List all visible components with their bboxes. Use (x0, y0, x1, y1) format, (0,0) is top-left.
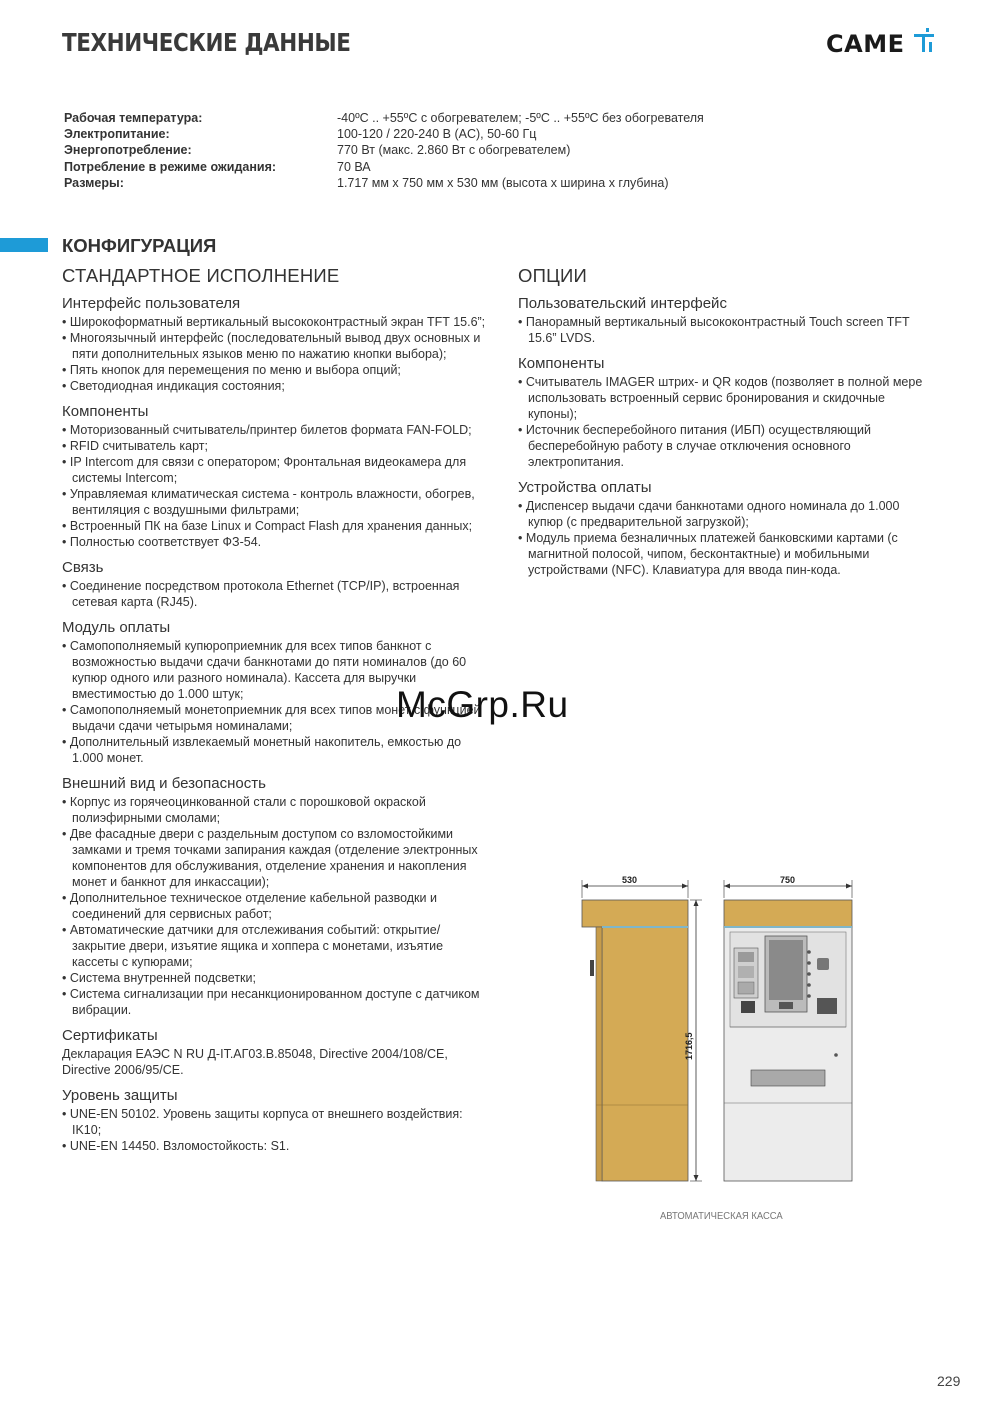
list-item: • Встроенный ПК на базе Linux и Compact Flash для хранения данных; (62, 518, 492, 534)
section-title: КОНФИГУРАЦИЯ (62, 235, 217, 256)
list-item: • Система внутренней подсветки; (62, 970, 492, 986)
kiosk-side-view (582, 900, 688, 1181)
group-protection-level (62, 1088, 492, 1154)
list-item: • Многоязычный интерфейс (последовательный вывод двух основных и пяти дополнительных языков меню по нажатию кнопки выбора); (62, 330, 492, 362)
options-heading: ОПЦИИ (518, 265, 587, 286)
group-connection (62, 560, 492, 610)
list-item: • Автоматические датчики для отслеживания событий: открытие/закрытие двери, изъятие ящика и хоппера с монетами, изъятие кассеты с купюрами; (62, 922, 492, 970)
list-item: • Светодиодная индикация состояния; (62, 378, 492, 394)
page-number: 229 (937, 1373, 961, 1389)
group-title: Сертификаты (62, 1027, 158, 1044)
logo-text: CAME (826, 30, 905, 58)
spec-value: 100-120 / 220-240 В (AC), 50-60 Гц (337, 127, 537, 142)
group-user-interface (62, 296, 492, 394)
list-item: • Соединение посредством протокола Ethernet (TCP/IP), встроенная сетевая карта (RJ45). (62, 578, 492, 610)
certificates-text: Декларация ЕАЭС N RU Д-IT.АГ03.В.85048, Directive 2004/108/CE, Directive 2006/95/CE. (62, 1047, 448, 1077)
list-item: • Дополнительный извлекаемый монетный накопитель, емкостью до 1.000 монет. (62, 734, 492, 766)
group-components-options (518, 356, 928, 470)
list-item: • Две фасадные двери с раздельным доступом со взломостойкими замками и тремя точками запирания каждая (отделение электронных компонентов для обслуживания, отделение хранения и накопления монет и банкнот для инкассации); (62, 826, 492, 890)
group-title: Пользовательский интерфейс (518, 295, 727, 312)
spec-label: Электропитание: (64, 127, 170, 142)
section-marker (0, 238, 48, 252)
group-title: Компоненты (518, 355, 605, 372)
options-column (518, 265, 928, 588)
logo-mark-icon (912, 28, 938, 56)
list-item: • IP Intercom для связи с оператором; Фронтальная видеокамера для системы Intercom; (62, 454, 492, 486)
group-title: Компоненты (62, 403, 149, 420)
spec-label: Потребление в режиме ожидания: (64, 159, 277, 174)
list-item: • Дополнительное техническое отделение кабельной разводки и соединений для сервисных работ; (62, 890, 492, 922)
list-item: • Моторизованный считыватель/принтер билетов формата FAN-FOLD; (62, 422, 492, 438)
depth-label: 530 (622, 875, 638, 885)
list-item: • Самопополняемый купюроприемник для всех типов банкнот с возможностью выдачи сдачи банкнотами до пяти номиналов (до 60 купюр одного или разного номинала). Кассета для выручки вместимостью до 1.000 штук; (62, 638, 492, 702)
group-title: Уровень защиты (62, 1087, 178, 1104)
group-user-interface-options (518, 296, 928, 346)
list-item: • Корпус из горячеоцинкованной стали с порошковой окраской полиэфирными смолами; (62, 794, 492, 826)
group-title: Устройства оплаты (518, 479, 652, 496)
spec-row (64, 159, 704, 175)
height-label: 1716,5 (684, 1032, 694, 1060)
list-item: • Пять кнопок для перемещения по меню и выбора опций; (62, 362, 492, 378)
kiosk-drawing (568, 870, 868, 1190)
width-dimension (724, 875, 852, 898)
list-item: • Широкоформатный вертикальный высококонтрастный экран TFT 15.6”; (62, 314, 492, 330)
group-appearance-security (62, 776, 492, 1018)
specs-table (64, 110, 704, 191)
list-item: • UNE-EN 50102. Уровень защиты корпуса от внешнего воздействия: IK10; (62, 1106, 492, 1138)
group-title: Модуль оплаты (62, 619, 171, 636)
watermark: McGrp.Ru (396, 684, 569, 725)
group-certificates (62, 1028, 492, 1078)
group-title: Интерфейс пользователя (62, 295, 241, 312)
group-title: Связь (62, 559, 104, 576)
spec-row (64, 126, 704, 142)
spec-row (64, 142, 704, 158)
page-title: ТЕХНИЧЕСКИЕ ДАННЫЕ (62, 28, 351, 57)
spec-row (64, 110, 704, 126)
list-item: • Источник бесперебойного питания (ИБП) осуществляющий бесперебойную работу в случае отключения основного электропитания. (518, 422, 928, 470)
width-label: 750 (780, 875, 796, 885)
list-item: • Система сигнализации при несанкционированном доступе с датчиком вибрации. (62, 986, 492, 1018)
list-item: • UNE-EN 14450. Взломостойкость: S1. (62, 1138, 492, 1154)
list-item: • Модуль приема безналичных платежей банковскими картами (с магнитной полосой, чипом, бесконтактные) и мобильными устройствами (NFC). Клавиатура для ввода пин-кода. (518, 530, 928, 578)
list-item: • Считыватель IMAGER штрих- и QR кодов (позволяет в полной мере использовать встроенный сервис бронирования и скидочные купоны); (518, 374, 928, 422)
spec-label: Энергопотребление: (64, 143, 192, 158)
drawing-caption: АВТОМАТИЧЕСКАЯ КАССА (660, 1210, 783, 1222)
spec-row (64, 175, 704, 191)
list-item: • Управляемая климатическая система - контроль влажности, обогрев, вентиляция с воздушными фильтрами; (62, 486, 492, 518)
list-item: • Панорамный вертикальный высококонтрастный Touch screen TFT 15.6” LVDS. (518, 314, 928, 346)
spec-value: 70 ВА (337, 159, 371, 174)
spec-label: Размеры: (64, 175, 124, 190)
list-item: • RFID считыватель карт; (62, 438, 492, 454)
group-components (62, 404, 492, 550)
list-item: • Диспенсер выдачи сдачи банкнотами одного номинала до 1.000 купюр (с предварительной загрузкой); (518, 498, 928, 530)
standard-heading: СТАНДАРТНОЕ ИСПОЛНЕНИЕ (62, 265, 340, 286)
spec-label: Рабочая температура: (64, 111, 203, 125)
list-item: • Самопополняемый монетоприемник для всех типов монет с функцией выдачи сдачи четырьмя номиналами; (62, 702, 492, 734)
group-payment-devices (518, 480, 928, 578)
came-logo (826, 28, 946, 60)
depth-dimension (582, 875, 688, 898)
spec-value: 770 Вт (макс. 2.860 Вт с обогревателем) (337, 143, 571, 158)
spec-value: -40ºC .. +55ºC с обогревателем; -5ºC .. +55ºC без обогревателя (337, 111, 704, 125)
group-title: Внешний вид и безопасность (62, 775, 266, 792)
list-item: • Полностью соответствует ФЗ-54. (62, 534, 492, 550)
spec-value: 1.717 мм х 750 мм х 530 мм (высота х ширина х глубина) (337, 175, 669, 190)
kiosk-front-view (724, 900, 852, 1181)
